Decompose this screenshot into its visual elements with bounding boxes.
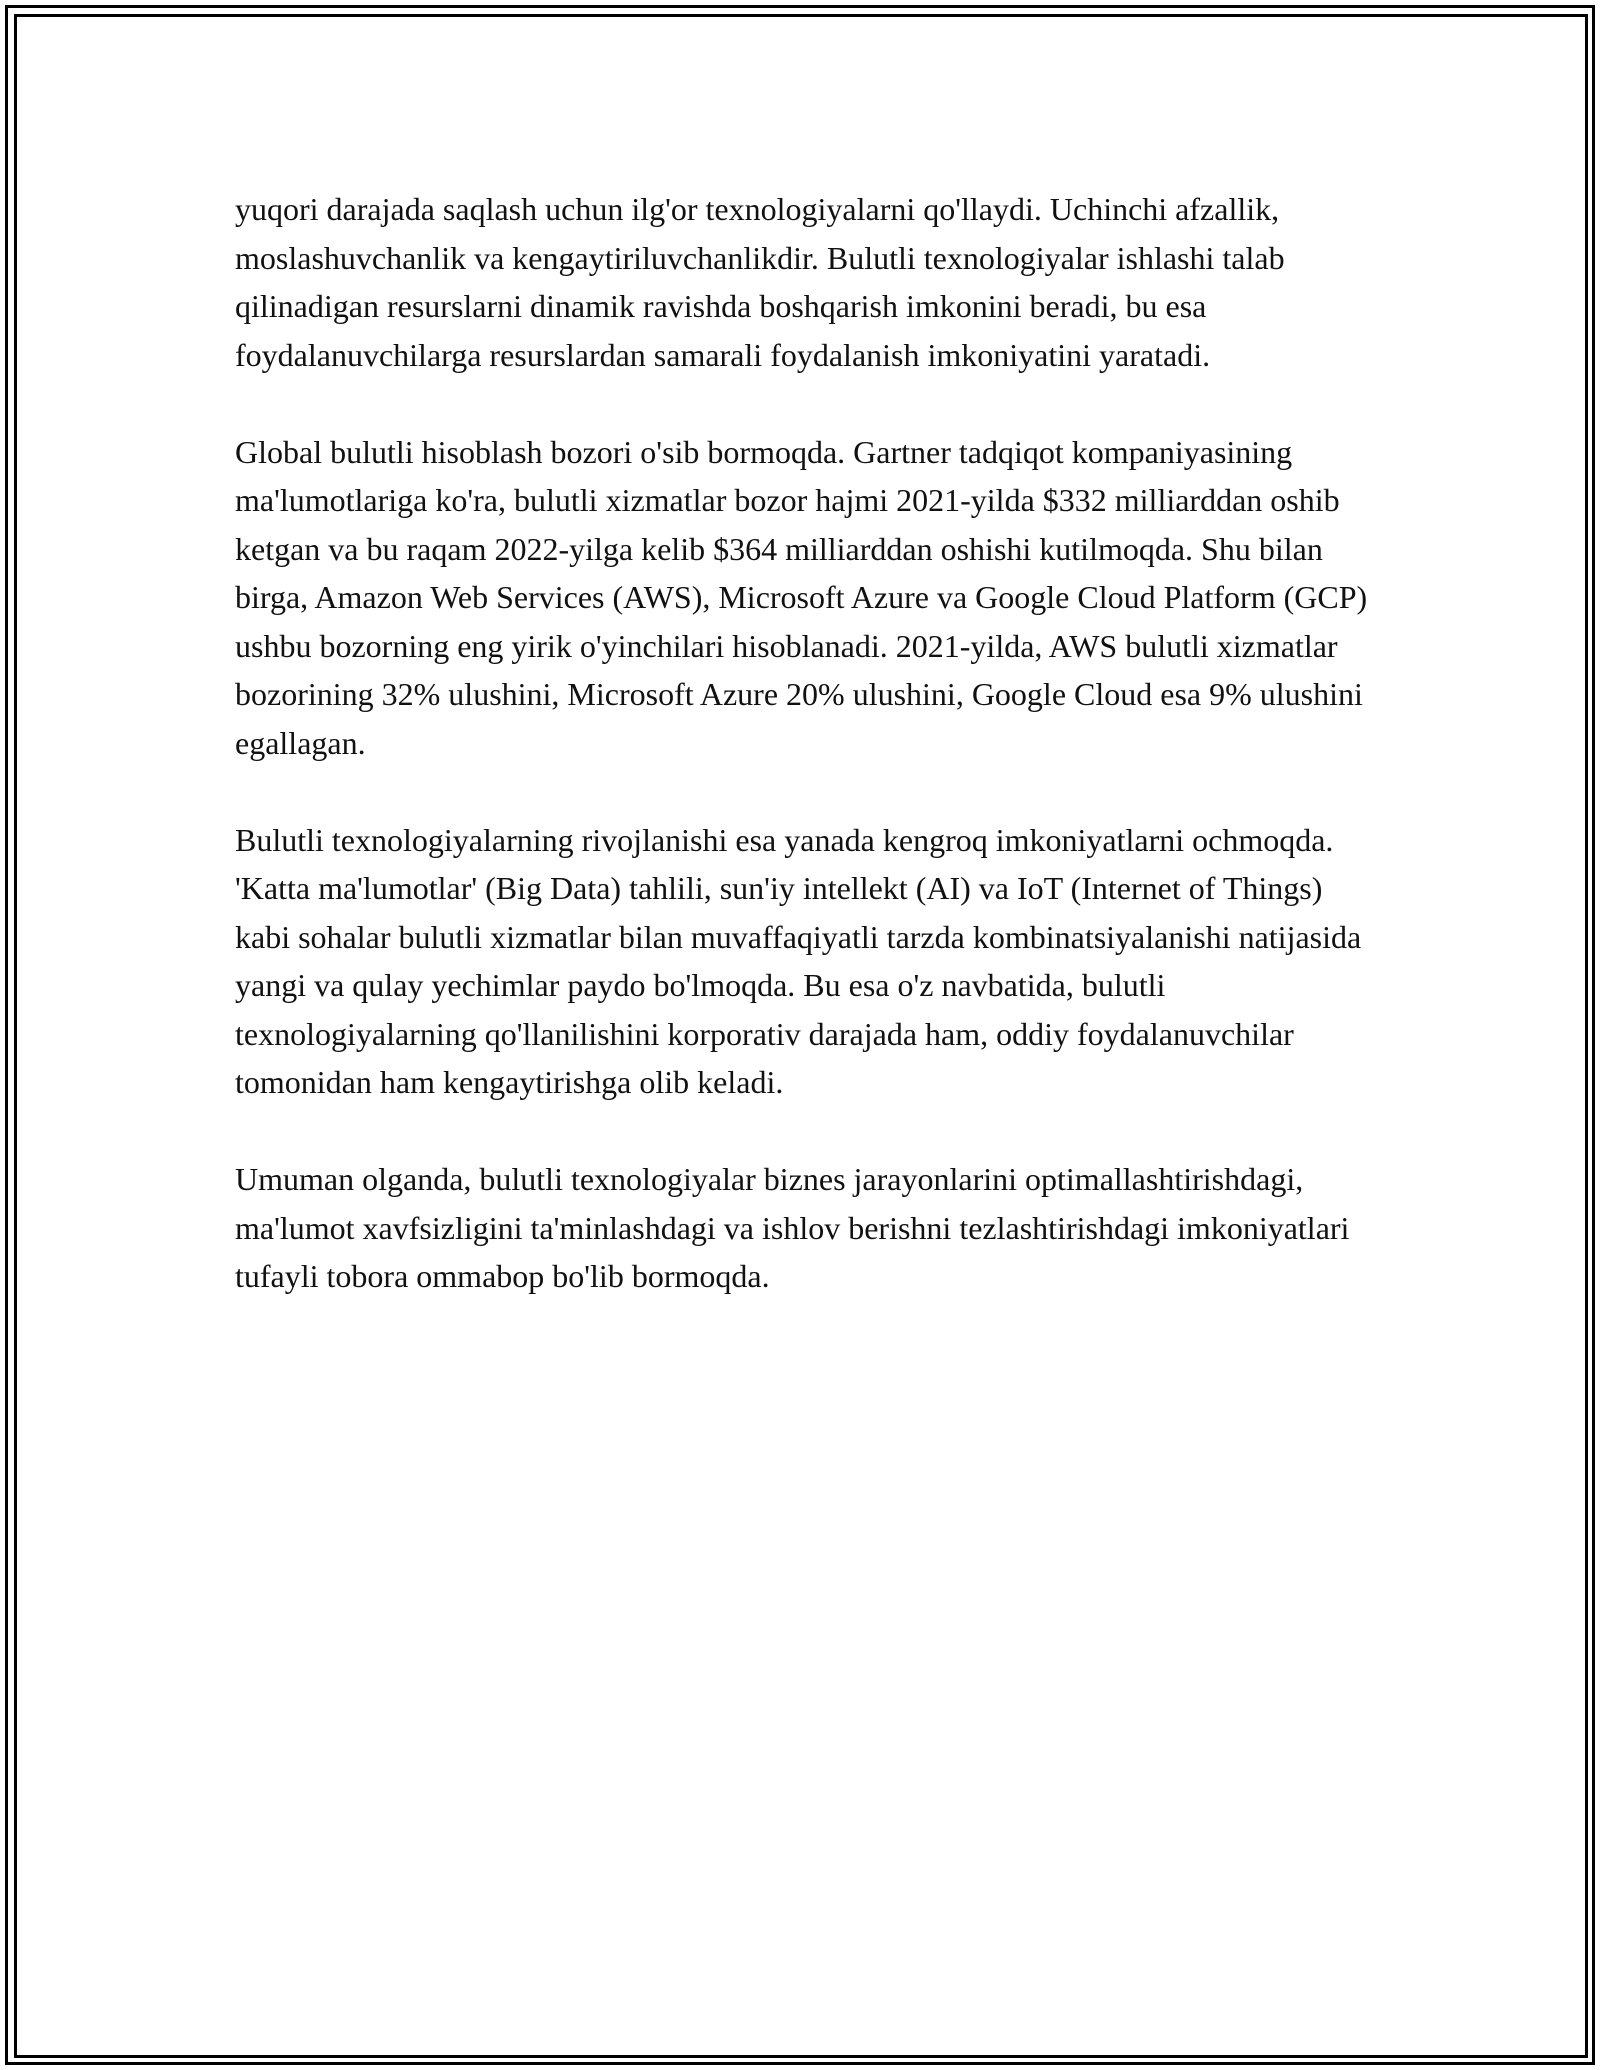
paragraph-4: Umuman olganda, bulutli texnologiyalar biznes jarayonlarini optimallashtirishdagi, ma'lumot xavfsizligini ta'minlashdagi va ishlov berishni tezlashtirishdagi imkoniyatlari tufayli tobora ommabop bo'lib bormoqda.	[235, 1161, 1350, 1294]
document-body	[235, 185, 1375, 1349]
paragraph-1: yuqori darajada saqlash uchun ilg'or texnologiyalarni qo'llaydi. Uchinchi afzallik, moslashuvchanlik va kengaytiriluvchanlikdir. Bulutli texnologiyalar ishlashi talab qilinadigan resurslarni dinamik ravishda boshqarish imkonini beradi, bu esa foydalanuvchilarga resurslardan samarali foydalanish imkoniyatini yaratadi.	[235, 191, 1285, 373]
paragraph-2: Global bulutli hisoblash bozori o'sib bormoqda. Gartner tadqiqot kompaniyasining ma'lumotlariga ko'ra, bulutli xizmatlar bozor hajmi 2021-yilda $332 milliarddan oshib ketgan va bu raqam 2022-yilga kelib $364 milliarddan oshishi kutilmoqda. Shu bilan birga, Amazon Web Services (AWS), Microsoft Azure va Google Cloud Platform (GCP) ushbu bozorning eng yirik o'yinchilari hisoblanadi. 2021-yilda, AWS bulutli xizmatlar bozorining 32% ulushini, Microsoft Azure 20% ulushini, Google Cloud esa 9% ulushini egallagan.	[235, 433, 1368, 761]
paragraph-3: Bulutli texnologiyalarning rivojlanishi esa yanada kengroq imkoniyatlarni ochmoqda. 'Katta ma'lumotlar' (Big Data) tahlili, sun'iy intellekt (AI) va IoT (Internet of Things) kabi sohalar bulutli xizmatlar bilan muvaffaqiyatli tarzda kombinatsiyalanishi natijasida yangi va qulay yechimlar paydo bo'lmoqda. Bu esa o'z navbatida, bulutli texnologiyalarning qo'llanilishini korporativ darajada ham, oddiy foydalanuvchilar tomonidan ham kengaytirishga olib keladi.	[235, 821, 1362, 1100]
